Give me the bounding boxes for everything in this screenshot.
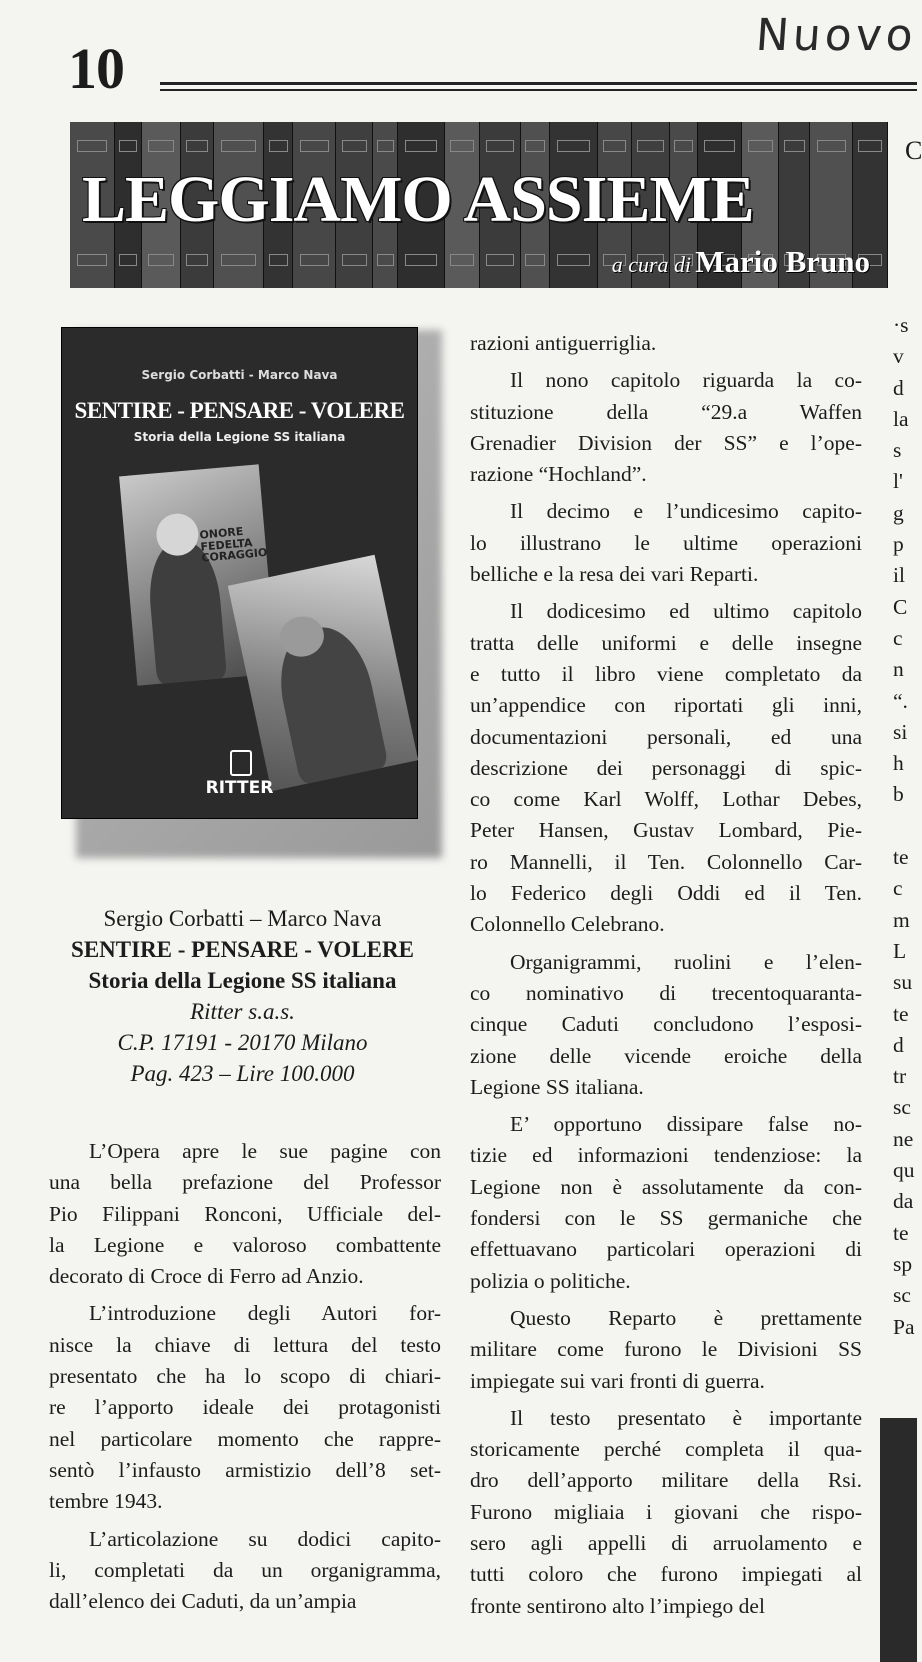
text-line: impiegate sui vari fronti di guerra. [470, 1368, 765, 1393]
text-fragment: la [893, 406, 909, 431]
text-line: L’introduzione degli Autori for- [89, 1301, 441, 1326]
text-fragment [893, 811, 917, 842]
byline-prefix: a cura di [611, 252, 692, 277]
text-fragment: c [893, 625, 903, 650]
text-line: co come Karl Wolff, Lothar Debes, [470, 787, 862, 812]
cover-publisher: RITTER [205, 778, 274, 798]
header-rule [160, 89, 917, 91]
text-fragment: te [893, 1220, 909, 1245]
text-line: stituzione della “29.a Waffen [470, 399, 862, 424]
cover-authors: Sergio Corbatti - Marco Nava [141, 368, 338, 382]
text-line: li, completati da un organigramma, [49, 1557, 441, 1582]
text-line: Peter Hansen, Gustav Lombard, Pie- [470, 818, 862, 843]
text-line: tizie ed informazioni tendenziose: la [470, 1143, 862, 1168]
text-line: tratta delle uniformi e delle insegne [470, 630, 862, 655]
text-line: Furono migliaia i giovani che rispo- [470, 1499, 862, 1524]
text-fragment: sc [893, 1283, 911, 1308]
text-line: decorato di Croce di Ferro ad Anzio. [49, 1264, 364, 1289]
text-line: Il decimo e l’undicesimo capito- [510, 499, 862, 524]
text-line: Colonnello Celebrano. [470, 912, 665, 937]
text-line: razione “Hochland”. [470, 462, 647, 487]
article-column-left [49, 1136, 441, 1617]
text-fragment: Pa [893, 1314, 915, 1339]
book-pages-price: Pag. 423 – Lire 100.000 [130, 1061, 355, 1086]
text-fragment: g [893, 500, 904, 525]
section-banner [70, 122, 888, 288]
text-line: nel particolare momento che rappre- [49, 1426, 441, 1451]
poster-motto: ONORE FEDELTA CORAGGIO [198, 524, 268, 565]
text-fragment: tr [893, 1064, 907, 1089]
page-number: 10 [68, 36, 124, 101]
text-line: cinque Caduti concludono l’esposi- [470, 1012, 862, 1037]
text-line: e tutto il libro viene completato da [470, 661, 862, 686]
text-fragment: te [893, 845, 909, 870]
cover-title: SENTIRE - PENSARE - VOLERE [74, 398, 405, 423]
text-line: documentazioni personali, ed una [470, 724, 862, 749]
book-subtitle: Storia della Legione SS italiana [88, 968, 397, 993]
text-line: Il nono capitolo riguarda la co- [510, 368, 862, 393]
banner-title: LEGGIAMO ASSIEME [82, 163, 754, 236]
text-line: Organigrammi, ruolini e l’elen- [510, 949, 862, 974]
text-line: presentato che ha lo scopo di chiari- [49, 1364, 441, 1389]
text-line: dro dell’apporto militare della Rsi. [470, 1468, 862, 1493]
text-line: Pio Filippani Ronconi, Ufficiale del- [49, 1201, 441, 1226]
text-line: storicamente perché completa il qua- [470, 1437, 862, 1462]
text-line: polizia o politiche. [470, 1268, 631, 1293]
text-line: tutti coloro che furono impiegati al [470, 1562, 862, 1587]
text-fragment: qu [893, 1158, 915, 1183]
publisher-logo-icon [230, 750, 252, 776]
text-fragment: v [893, 344, 904, 369]
text-line: Questo Reparto è prettamente [510, 1305, 862, 1330]
text-fragment: il [893, 563, 905, 588]
header-rule [160, 82, 917, 85]
text-line: lo illustrano le ultime operazioni [470, 530, 862, 555]
text-fragment: L [893, 938, 907, 963]
text-fragment: h [893, 751, 904, 776]
text-line: zione delle vicende eroiche della [470, 1043, 862, 1068]
text-fragment: ne [893, 1126, 914, 1151]
article-column-right-fragment [893, 310, 917, 1343]
text-fragment: da [893, 1189, 914, 1214]
text-line: lo Federico degli Oddi ed il Ten. [470, 881, 862, 906]
text-fragment: m [893, 907, 910, 932]
text-fragment: ·s [893, 313, 909, 337]
text-fragment: c [893, 876, 903, 901]
text-line: co nominativo di trecentoquaranta- [470, 980, 862, 1005]
text-fragment: n [893, 657, 904, 682]
text-fragment: su [893, 970, 913, 995]
text-fragment: sp [893, 1251, 913, 1276]
text-line: nisce la chiave di lettura del testo [49, 1332, 441, 1357]
text-line: ro Mannelli, il Ten. Colonnello Car- [470, 849, 862, 874]
text-line: sentò l’infausto armistizio dell’8 set- [49, 1457, 441, 1482]
text-fragment: p [893, 532, 904, 557]
text-fragment: b [893, 782, 904, 807]
cover-poster-soldier-2 [228, 555, 418, 792]
text-fragment: sc [893, 1095, 911, 1120]
right-heading-fragment: C [905, 136, 922, 165]
cover-subtitle: Storia della Legione SS italiana [133, 430, 346, 444]
text-line: Legione non è assolutamente da con- [470, 1174, 862, 1199]
masthead-handwritten: Nuovo [743, 14, 919, 58]
book-publisher: Ritter s.a.s. [190, 999, 295, 1024]
text-fragment: d [893, 375, 904, 400]
text-line: L’articolazione su dodici capito- [89, 1526, 441, 1551]
text-line: Il dodicesimo ed ultimo capitolo [510, 599, 862, 624]
text-line: belliche e la resa dei vari Reparti. [470, 562, 759, 587]
text-line: una bella prefazione del Professor [49, 1170, 441, 1195]
book-authors: Sergio Corbatti – Marco Nava [103, 906, 382, 931]
text-line: dall’elenco dei Caduti, da un’ampia [49, 1589, 357, 1614]
book-address: C.P. 17191 - 20170 Milano [117, 1030, 368, 1055]
book-details [30, 903, 455, 1089]
text-line: Il testo presentato è importante [510, 1405, 862, 1430]
text-line: L’Opera apre le sue pagine con [89, 1139, 441, 1163]
article-column-middle [470, 328, 862, 1622]
text-line: E’ opportuno dissipare false no- [510, 1112, 862, 1137]
text-fragment: l' [893, 469, 903, 494]
text-line: sero agli appelli di arruolamento e [470, 1530, 862, 1555]
text-line: effettuavano particolari operazioni di [470, 1237, 862, 1262]
text-fragment: s [893, 438, 902, 463]
byline-author: Mario Bruno [695, 244, 870, 279]
photo-fragment [880, 1418, 917, 1662]
text-line: tembre 1943. [49, 1489, 163, 1514]
text-line: militare come furono le Divisioni SS [470, 1337, 862, 1362]
text-line: razioni antiguerriglia. [470, 331, 657, 355]
text-fragment: te [893, 1001, 909, 1026]
text-line: fondersi con le SS germaniche che [470, 1206, 862, 1231]
text-line: re l’apporto ideale dei protagonisti [49, 1395, 441, 1420]
banner-byline [612, 244, 870, 280]
text-line: Legione SS italiana. [470, 1074, 644, 1099]
text-fragment: “. [893, 688, 908, 713]
text-fragment: si [893, 719, 908, 744]
text-line: un’appendice con riportati gli inni, [470, 693, 862, 718]
book-title: SENTIRE - PENSARE - VOLERE [71, 937, 414, 962]
text-fragment: d [893, 1032, 904, 1057]
text-line: descrizione dei personaggi di spic- [470, 755, 862, 780]
text-line: Grenadier Division der SS” e l’ope- [470, 430, 862, 455]
book-cover-image [62, 328, 417, 818]
text-line: fronte sentirono alto l’impiego del [470, 1593, 765, 1618]
text-line: la Legione e valoroso combattente [49, 1232, 441, 1257]
text-fragment: C [893, 594, 908, 619]
